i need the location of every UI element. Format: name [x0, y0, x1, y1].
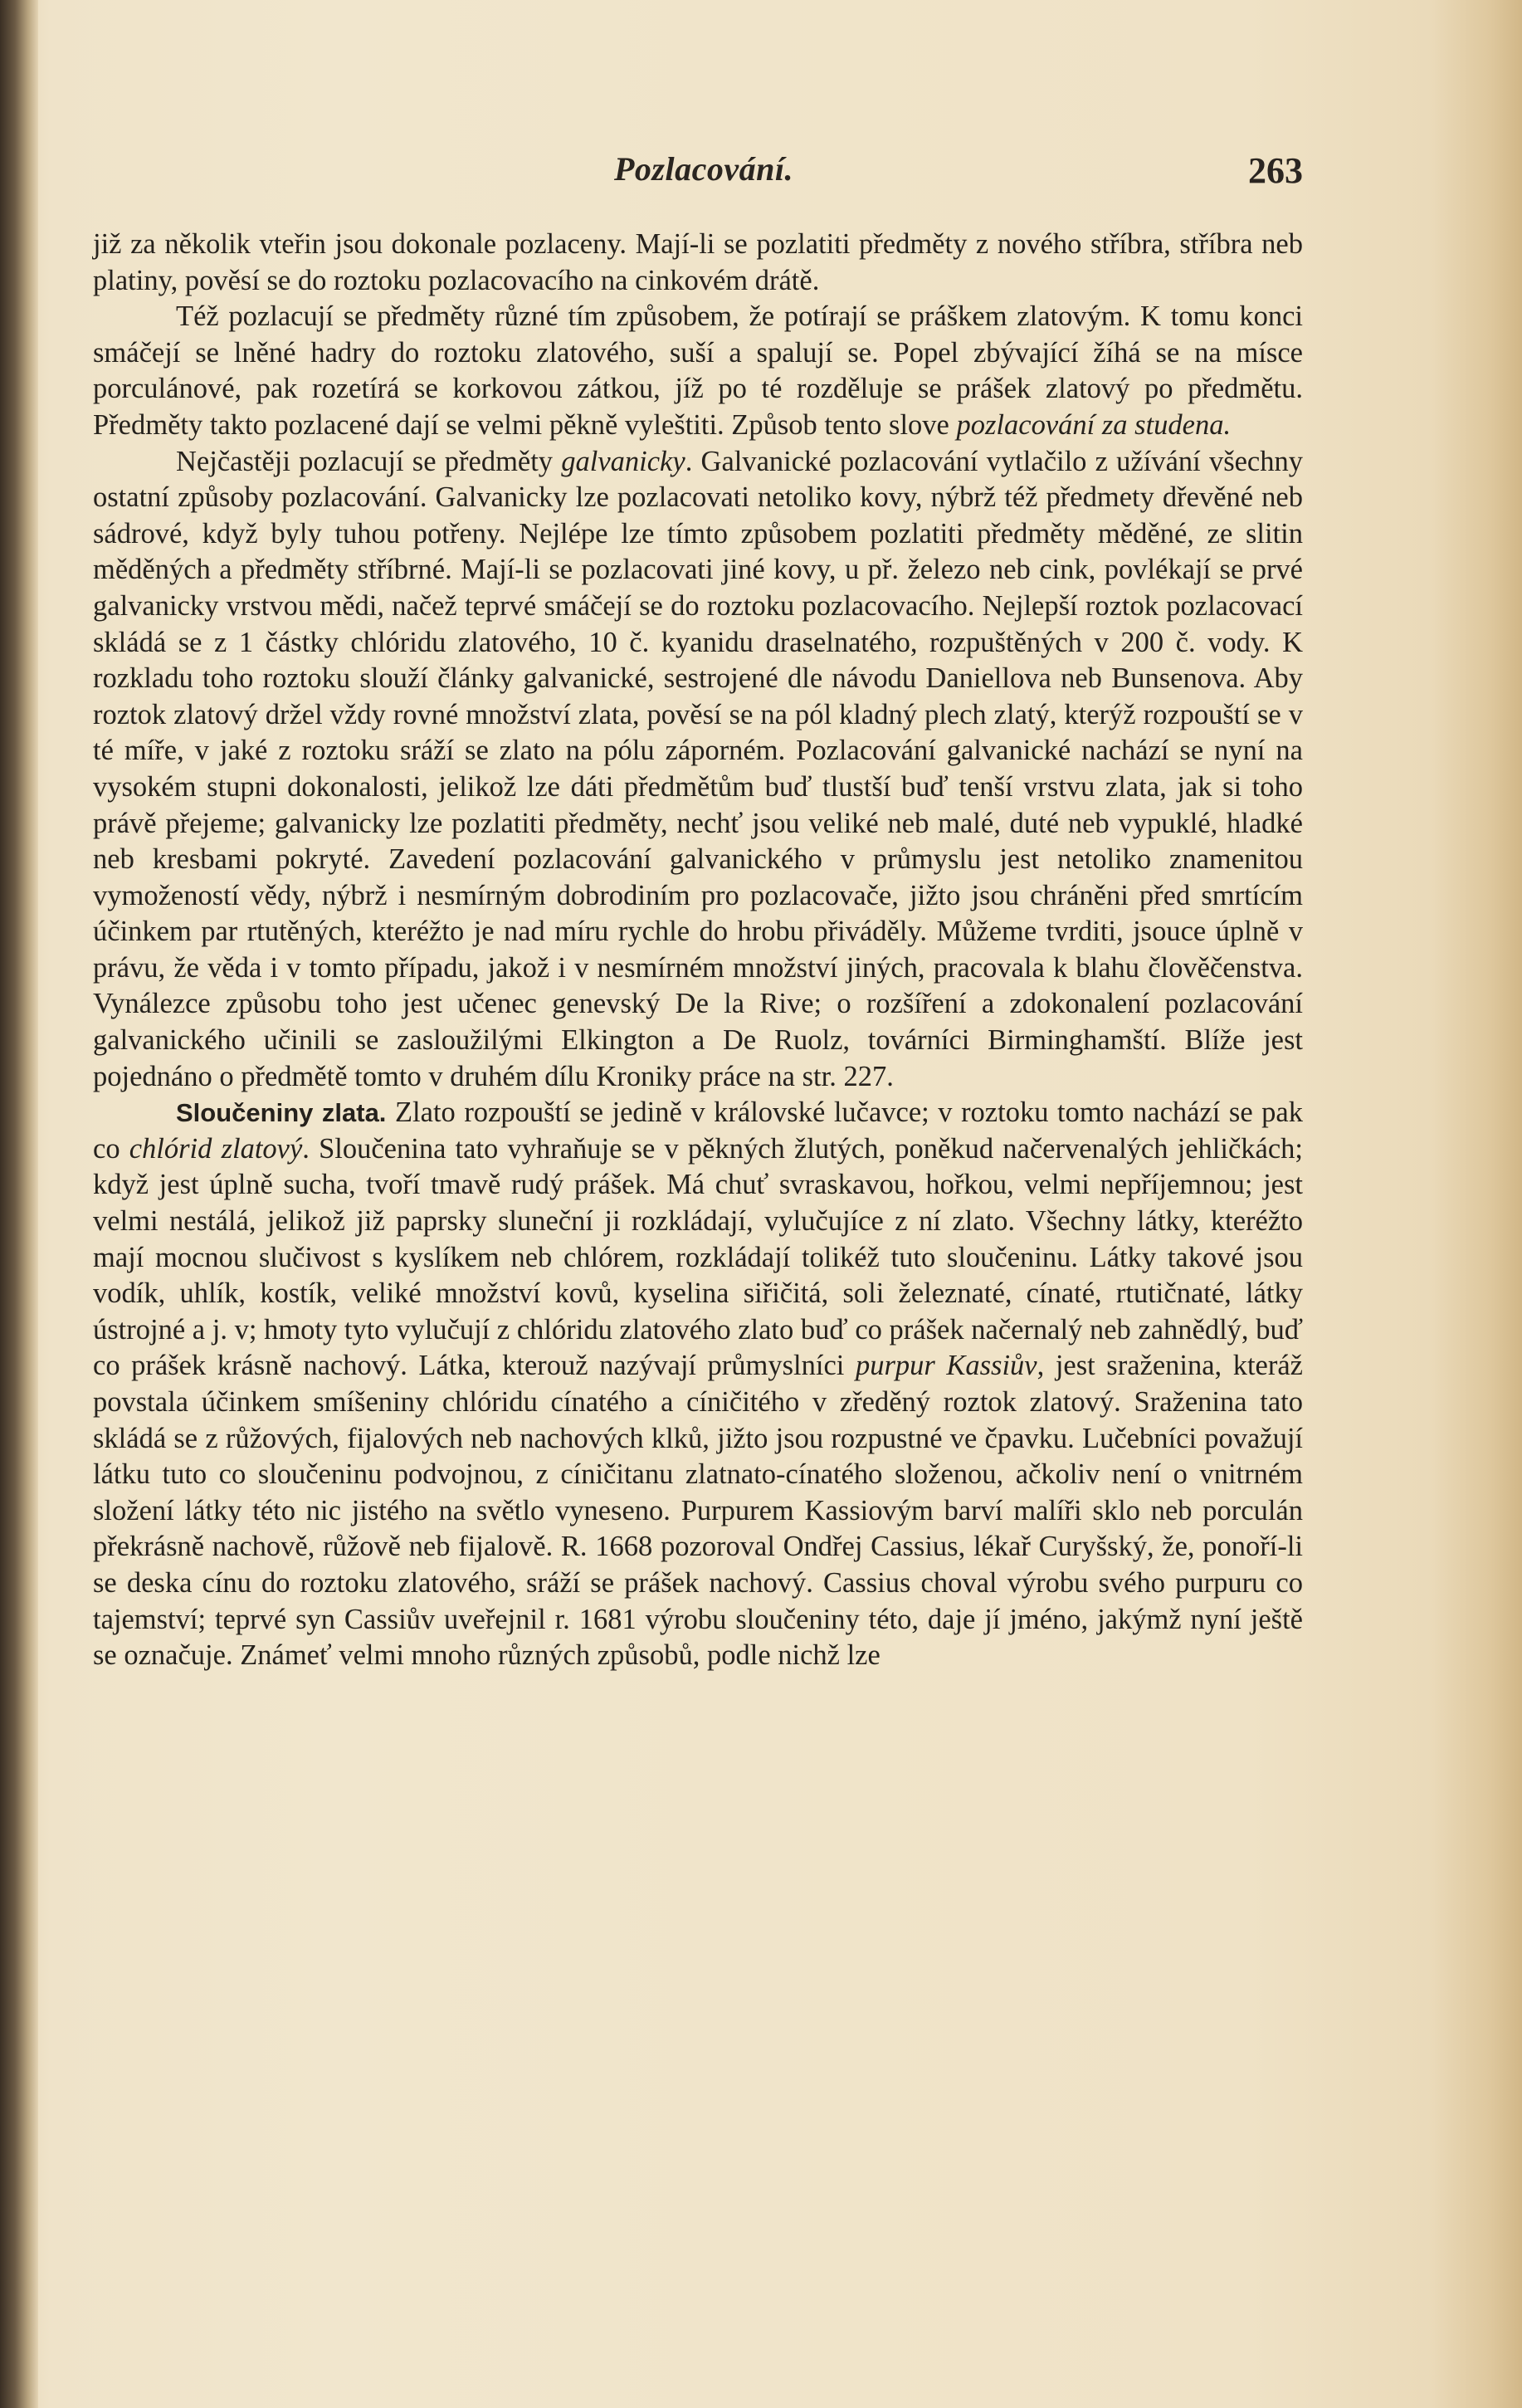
- book-spine-shadow: [0, 0, 38, 2408]
- page-header: [91, 149, 1303, 199]
- text-run: , jest sraženina, kteráž povstala účinkem smíšeniny chlóridu cínatého a cíničitého v zředěný roztok zlatový. Sraženina tato skládá se z růžových, fijalových neb nachových klků, jižto jsou rozpustné ve čpavku. Lučebníci považují látku tuto co sloučeninu podvojnou, z cíničitanu zlatnato-cínatého složenou, ačkoliv není o vnitrném složení látky této nic jistého na světlo vyneseno. Purpurem Kassiovým barví malíři sklo neb porculán překrásně nachově, růžově neb fijalově. R. 1668 pozoroval Ondřej Cassius, lékař Curyšský, že, ponoří-li se deska cínu do roztoku zlatového, sráží se prášek nachový. Cassius choval výrobu svého purpuru co tajemství; teprvé syn Cassiův uveřejnil r. 1681 výrobu sloučeniny této, daje jí jméno, jakýmž nyní ještě se označuje. Známeť velmi mnoho různých způsobů, podle nichž lze: [93, 1350, 1303, 1672]
- paragraph: [93, 299, 1303, 443]
- text-run: . Sloučenina tato vyhraňuje se v pěkných žlutých, poněkud načervenalých jehličkách; když jest úplně sucha, tvoří tmavě rudý prášek. Má chuť svraskavou, hořkou, velmi nepříjemnou; jest velmi nestálá, jelikož již paprsky sluneční ji rozkládají, vylučujíce z ní zlato. Všechny látky, kteréžto mají mocnou slučivost s kyslíkem neb chlórem, rozkládají tolikéž tuto sloučeninu. Látky takové jsou vodík, uhlík, kostík, veliké množství kovů, kyselina siřičitá, soli železnaté, cínaté, rtutičnaté, látky ústrojné a j. v; hmoty tyto vylučují z chlóridu zlatového zlato buď co prášek načernalý neb zahnědlý, buď co prášek krásně nachový. Látka, kterouž nazývají průmyslníci: [93, 1132, 1303, 1382]
- italic-term: pozlacování za studena.: [956, 408, 1232, 441]
- body-text: [93, 227, 1303, 1674]
- paragraph: [93, 444, 1303, 1096]
- italic-term: chlórid zlatový: [129, 1132, 303, 1165]
- paragraph: [93, 1095, 1303, 1674]
- section-heading: Sloučeniny zlata.: [176, 1098, 387, 1128]
- text-run: . Galvanické pozlacování vytlačilo z užívání všechny ostatní způsoby pozlacování. Galvanicky lze pozlacovati netoliko kovy, nýbrž též předmety dřevěné neb sádrové, když byly tuhou potřeny. Nejlépe lze tímto způsobem pozlatiti předměty měděné, ze slitin měděných a předměty stříbrné. Mají-li se pozlacovati jiné kovy, u př. železo neb cink, povlékají se prvé galvanicky vrstvou mědi, načež teprvé smáčejí se do roztoku pozlacovacího. Nejlepší roztok pozlacovací skládá se z 1 částky chlóridu zlatového, 10 č. kyanidu draselnatého, rozpuštěných v 200 č. vody. K rozkladu toho roztoku slouží články galvanické, sestrojené dle návodu Daniellova neb Bunsenova. Aby roztok zlatový držel vždy rovné množství zlata, pověsí se na pól kladný plech zlatý, kterýž rozpouští se v té míře, v jaké z roztoku sráží se zlato na pólu záporném. Pozlacování galvanické nachází se nyní na vysokém stupni dokonalosti, jelikož lze dáti předmětům buď tlustší buď tenší vrstvu zlata, jak si toho právě přejeme; galvanicky lze pozlatiti předměty, nechť jsou veliké neb malé, duté neb vypuklé, hladké neb kresbami pokryté. Zavedení pozlacování galvanického v průmyslu jest netoliko znamenitou vymožeností vědy, nýbrž i nesmírným dobrodiním pro pozlacovače, jižto jsou chráněni před smrtícím účinkem par rtutěných, kteréžto je nad míru rychle do hrobu přiváděly. Můžeme tvrditi, jsouce úplně v právu, že věda i v tomto případu, jakož i v nesmírném množství jiných, pracovala k blahu člověčenstva. Vynálezce způsobu toho jest učenec genevský De la Rive; o rozšíření a zdokonalení pozlacování galvanického učinili se zasloužilými Elkington a De Ruolz, továrníci Birminghamští. Blíže jest pojednáno o předmětě tomto v druhém dílu Kroniky práce na str. 227.: [93, 445, 1303, 1092]
- paragraph: [93, 227, 1303, 299]
- italic-term: purpur Kassiův: [855, 1350, 1037, 1382]
- text-run: Zlato rozpouští se jedině v královské lučavce; v roztoku tomto nachází se pak co: [93, 1097, 1303, 1165]
- page-edge-stain: [1431, 0, 1522, 2408]
- running-title: Pozlacování.: [614, 150, 793, 188]
- text-run: již za několik vteřin jsou dokonale pozlaceny. Mají-li se pozlatiti předměty z nového stříbra, stříbra neb platiny, pověsí se do roztoku pozlacovacího na cinkovém drátě.: [93, 228, 1303, 296]
- text-run: Též pozlacují se předměty různé tím způsobem, že potírají se práškem zlatovým. K tomu konci smáčejí se lněné hadry do roztoku zlatového, suší a spalují se. Popel zbývající žíhá se na mísce porculánové, pak rozetírá se korkovou zátkou, jíž po té rozděluje se prášek zlatový po předmětu. Předměty takto pozlacené dají se velmi pěkně vyleštiti. Způsob tento slove: [93, 300, 1303, 441]
- text-run: Nejčastěji pozlacují se předměty: [176, 445, 562, 477]
- italic-term: galvanicky: [561, 445, 685, 477]
- page-number: 263: [1248, 150, 1303, 191]
